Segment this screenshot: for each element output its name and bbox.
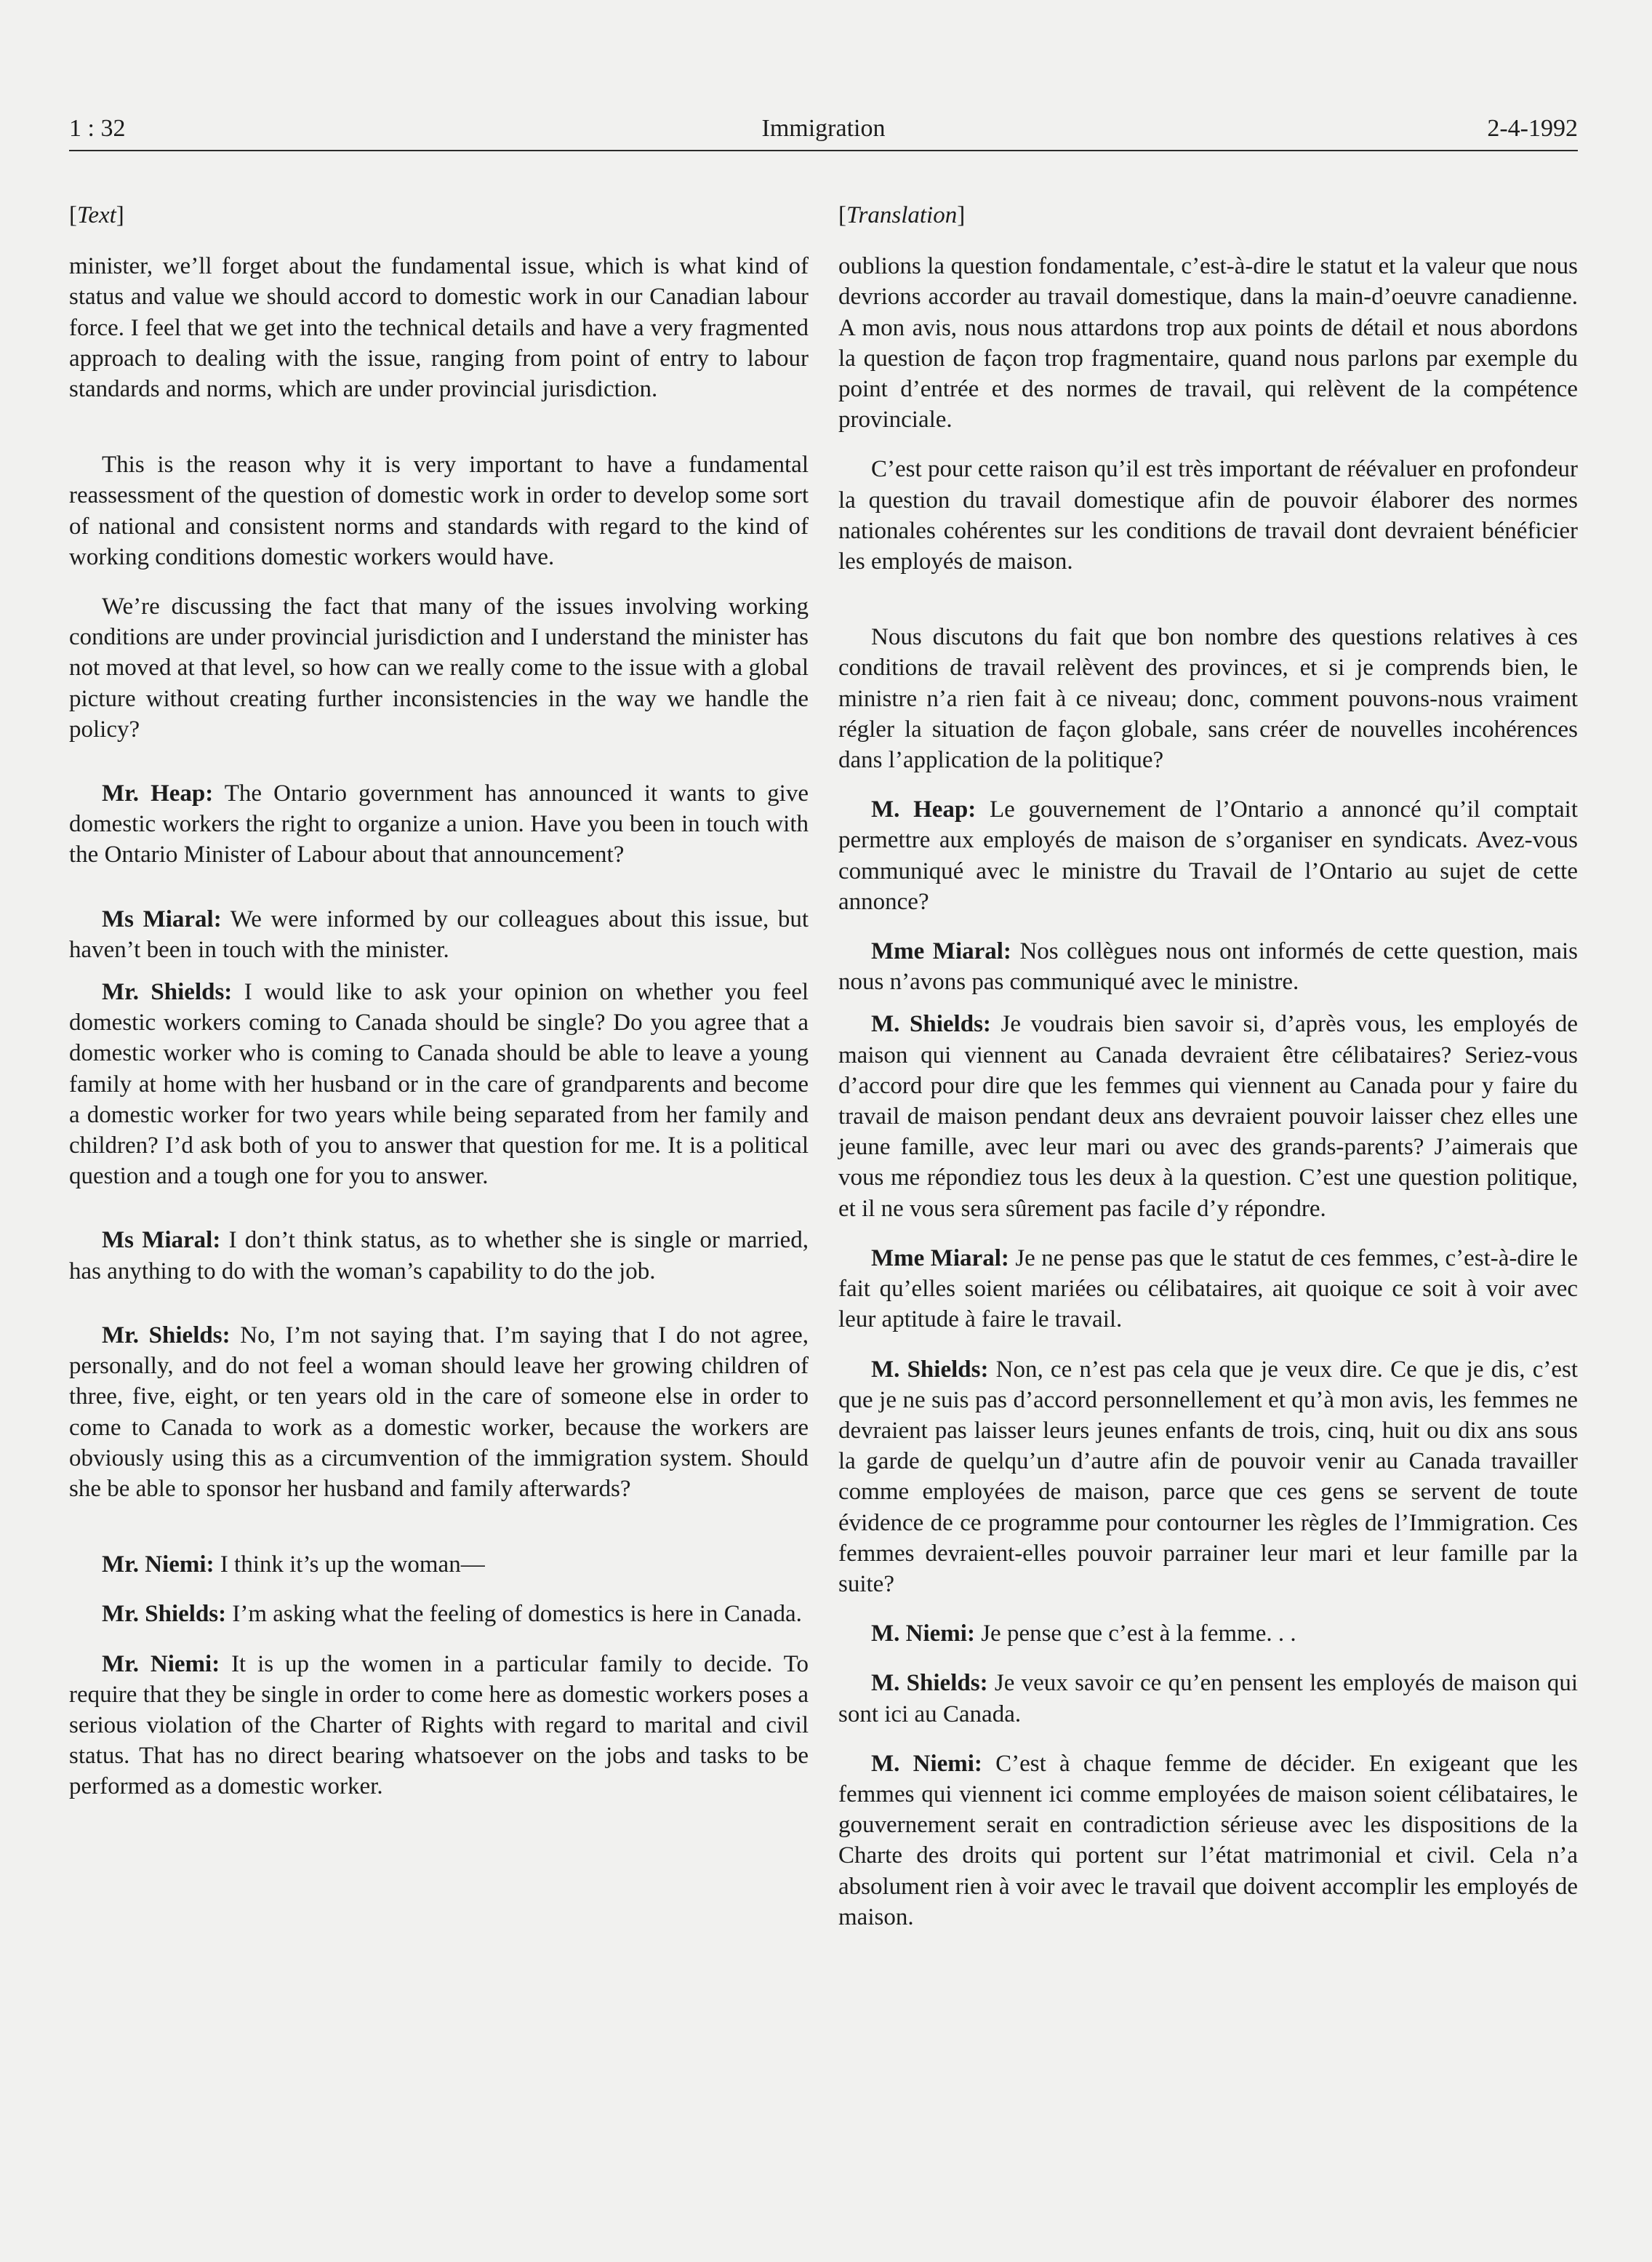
speaker-name: Mr. Heap: [102, 780, 214, 807]
speaker-name: M. Niemi: [871, 1620, 975, 1647]
column-label: [Translation] [838, 202, 966, 228]
speaker-paragraph: Ms Miaral: We were informed by our colleagues about this issue, but haven’t been in touch with the minister. [69, 906, 809, 963]
page-date: 2-4-1992 [1487, 115, 1578, 142]
speaker-paragraph: Mr. Niemi: I think it’s up the woman— [102, 1551, 485, 1578]
paragraph: We’re discussing the fact that many of the issues involving working conditions are under provincial jurisdiction and I understand the minister has not moved at that level, so how can we really come to the issue with a global picture without creating further inconsistencies in the way we handle the policy? [69, 594, 809, 743]
speaker-name: M. Shields: [871, 1011, 991, 1038]
speaker-paragraph: Mme Miaral: Nos collègues nous ont informés de cette question, mais nous n’avons pas communiqué avec le ministre. [838, 938, 1578, 996]
paragraph: Nous discutons du fait que bon nombre des questions relatives à ces conditions de travail relèvent des provinces, et si je comprends bien, le ministre n’a rien fait à ce niveau; donc, comment pouvons-nous vraiment régler la situation de façon globale, sans créer de nouvelles incohérences dans l’application de la politique? [838, 624, 1578, 774]
english-column [69, 200, 809, 1802]
speaker-paragraph: M. Shields: Je voudrais bien savoir si, d’après vous, les employés de maison qui viennent au Canada devraient être célibataires? Seriez-vous d’accord pour dire que les femmes qui viennent au Canada pour y faire du travail de maison pendant deux ans devraient pouvoir laisser chez elles une jeune famille, avec leur mari ou avec des grands-parents? J’aimerais que vous me répondiez tous les deux à la question. C’est une question politique, et il ne vous sera sûrement pas facile d’y répondre. [838, 1011, 1578, 1222]
speaker-name: Mme Miaral: [871, 1244, 1009, 1271]
speaker-name: Mr. Shields: [102, 1322, 230, 1348]
speaker-name: Mr. Shields: [102, 1601, 227, 1628]
speaker-paragraph: Mr. Niemi: It is up the women in a particular family to decide. To require that they be single in order to come here as domestic workers poses a serious violation of the Charter of Rights with regard to marital and civil status. That has no direct bearing whatsoever on the jobs and tasks to be performed as a domestic worker. [69, 1650, 809, 1800]
speaker-paragraph: Mr. Shields: I’m asking what the feeling of domestics is here in Canada. [102, 1601, 802, 1628]
speaker-name: Mr. Niemi: [102, 1551, 214, 1578]
paragraph: This is the reason why it is very important to have a fundamental reassessment of the question of domestic work in order to develop some sort of national and consistent norms and standards with regard to the kind of working conditions domestic workers would have. [69, 452, 809, 570]
paragraph: C’est pour cette raison qu’il est très important de réévaluer en profondeur la question du travail domestique afin de pouvoir élaborer des normes nationales cohérentes sur les conditions de travail dont devraient bénéficier les employés de maison. [838, 456, 1578, 575]
speaker-name: Mme Miaral: [871, 938, 1011, 965]
speaker-name: Mr. Shields: [102, 979, 233, 1006]
speaker-paragraph: Ms Miaral: I don’t think status, as to whether she is single or married, has anything to do with the woman’s capability to do the job. [69, 1227, 809, 1284]
speaker-name: M. Shields: [871, 1356, 989, 1383]
speaker-paragraph: M. Shields: Non, ce n’est pas cela que je veux dire. Ce que je dis, c’est que je ne suis pas d’accord personnellement et qu’à mon avis, les femmes ne devraient pas laisser leurs jeunes enfants de trois, cinq, huit ou dix ans sous la garde de quelqu’un d’autre afin de pouvoir venir au Canada travailler comme employées de maison, parce que ces gens se servent de toute évidence de ce programme pour contourner les règles de l’Immigration. Ces femmes devraient-elles pouvoir parrainer leur mari et leur famille par la suite? [838, 1356, 1578, 1597]
speaker-name: Ms Miaral: [102, 1227, 221, 1254]
speaker-paragraph: M. Niemi: Je pense que c’est à la femme. . . [871, 1620, 1296, 1647]
speaker-name: M. Shields: [871, 1670, 988, 1697]
header-rule [69, 150, 1578, 151]
page-title: Immigration [761, 115, 886, 142]
speaker-paragraph: M. Shields: Je veux savoir ce qu’en pensent les employés de maison qui sont ici au Canada. [838, 1670, 1579, 1727]
speaker-paragraph: Mr. Heap: The Ontario government has announced it wants to give domestic workers the right to organize a union. Have you been in touch with the Ontario Minister of Labour about that announcement? [69, 780, 809, 868]
speaker-name: Mr. Niemi: [102, 1650, 220, 1677]
speaker-name: M. Heap: [871, 796, 977, 823]
french-column [838, 200, 1578, 1933]
page-header [69, 115, 1578, 151]
speaker-paragraph: M. Heap: Le gouvernement de l’Ontario a annoncé qu’il comptait permettre aux employés de maison de s’organiser en syndicats. Avez-vous communiqué avec le ministre du Travail de l’Ontario au sujet de cette annonce? [838, 796, 1578, 915]
speaker-paragraph: Mr. Shields: I would like to ask your opinion on whether you feel domestic workers coming to Canada should be single? Do you agree that a domestic worker who is coming to Canada should be able to leave a young family at home with her husband or in the care of grandparents and become a domestic worker for two years while being separated from her family and children? I’d ask both of you to answer that question for me. It is a political question and a tough one for you to answer. [69, 979, 809, 1190]
speaker-name: M. Niemi: [871, 1750, 982, 1777]
speaker-paragraph: Mme Miaral: Je ne pense pas que le statut de ces femmes, c’est-à-dire le fait qu’elles soient mariées ou célibataires, ait quoique ce soit à voir avec leur aptitude à faire le travail. [838, 1244, 1578, 1333]
speaker-paragraph: Mr. Shields: No, I’m not saying that. I’m saying that I do not agree, personally, and do not feel a woman should leave her growing children of three, five, eight, or ten years old in the care of someone else in order to come to Canada to work as a domestic worker, because the workers are obviously using this as a circumvention of the immigration system. Should she be able to sponsor her husband and family afterwards? [69, 1322, 809, 1502]
speaker-paragraph: M. Niemi: C’est à chaque femme de décider. En exigeant que les femmes qui viennent ici comme employées de maison soient célibataires, le gouvernement serait en contradiction sérieuse avec les dispositions de la Charte des droits qui portent sur l’état matrimonial et civil. Cela n’a absolument rien à voir avec le travail que doivent accomplir les employés de maison. [838, 1750, 1578, 1930]
paragraph: minister, we’ll forget about the fundamental issue, which is what kind of status and value we should accord to domestic work in our Canadian labour force. I feel that we get into the technical details and have a very fragmented approach to dealing with the issue, ranging from point of entry to labour standards and norms, which are under provincial jurisdiction. [69, 253, 809, 403]
speaker-name: Ms Miaral: [102, 906, 222, 932]
paragraph: oublions la question fondamentale, c’est-à-dire le statut et la valeur que nous devrions accorder au travail domestique, dans la main-d’oeuvre canadienne. A mon avis, nous nous attardons trop aux points de détail et nous abordons la question de façon trop fragmentaire, quand nous parlons par exemple du point d’entrée et des normes de travail, qui relèvent de la compétence provinciale. [838, 253, 1578, 433]
column-label: [Text] [69, 202, 124, 228]
page-number: 1 : 32 [69, 115, 126, 142]
